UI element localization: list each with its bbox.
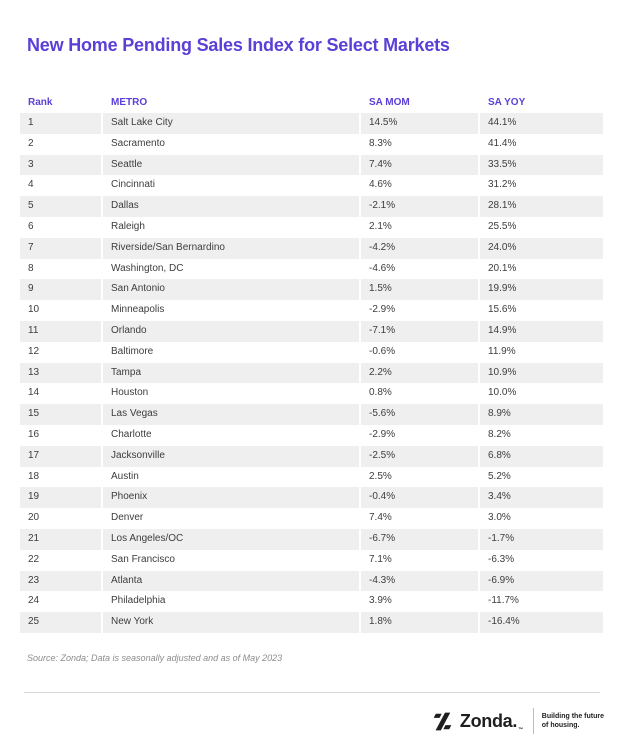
cell-sa-mom: 2.2% [361, 363, 478, 384]
cell-sa-yoy: 41.4% [480, 134, 603, 155]
cell-sa-yoy: -6.3% [480, 550, 603, 571]
cell-metro: Sacramento [103, 134, 359, 155]
cell-sa-yoy: 24.0% [480, 238, 603, 259]
pending-sales-table [20, 92, 604, 633]
cell-metro: Minneapolis [103, 300, 359, 321]
cell-rank: 13 [20, 363, 101, 384]
cell-metro: Salt Lake City [103, 113, 359, 134]
cell-sa-yoy: 28.1% [480, 196, 603, 217]
cell-sa-mom: 1.5% [361, 279, 478, 300]
cell-sa-mom: -2.5% [361, 446, 478, 467]
cell-sa-mom: 8.3% [361, 134, 478, 155]
cell-metro: Denver [103, 508, 359, 529]
cell-sa-mom: 0.8% [361, 383, 478, 404]
cell-metro: Charlotte [103, 425, 359, 446]
cell-rank: 16 [20, 425, 101, 446]
tagline-line-2: of housing. [541, 722, 580, 729]
cell-sa-yoy: 33.5% [480, 155, 603, 176]
cell-sa-mom: 3.9% [361, 591, 478, 612]
cell-metro: Austin [103, 467, 359, 488]
table-row [20, 300, 604, 321]
cell-rank: 3 [20, 155, 101, 176]
cell-sa-mom: -7.1% [361, 321, 478, 342]
cell-sa-yoy: 25.5% [480, 217, 603, 238]
cell-sa-mom: -0.4% [361, 487, 478, 508]
cell-rank: 1 [20, 113, 101, 134]
cell-metro: San Francisco [103, 550, 359, 571]
cell-sa-mom: -2.9% [361, 425, 478, 446]
cell-sa-yoy: 31.2% [480, 175, 603, 196]
cell-rank: 23 [20, 571, 101, 592]
cell-metro: Dallas [103, 196, 359, 217]
zonda-logo [432, 706, 604, 736]
cell-sa-yoy: -1.7% [480, 529, 603, 550]
cell-rank: 18 [20, 467, 101, 488]
tagline-line-1: Building the future [541, 713, 604, 720]
cell-metro: San Antonio [103, 279, 359, 300]
cell-sa-yoy: 8.9% [480, 404, 603, 425]
cell-metro: Raleigh [103, 217, 359, 238]
cell-metro: Atlanta [103, 571, 359, 592]
table-row [20, 238, 604, 259]
cell-metro: Cincinnati [103, 175, 359, 196]
table-row [20, 134, 604, 155]
table-row [20, 508, 604, 529]
cell-sa-mom: -4.2% [361, 238, 478, 259]
cell-rank: 19 [20, 487, 101, 508]
column-header-sa-mom: SA MOM [369, 97, 410, 108]
brand-name [460, 706, 523, 736]
table-header-row [20, 92, 604, 113]
table-row [20, 155, 604, 176]
table-row [20, 113, 604, 134]
table-row [20, 404, 604, 425]
cell-sa-yoy: 10.9% [480, 363, 603, 384]
cell-rank: 21 [20, 529, 101, 550]
zonda-logo-icon [432, 711, 453, 732]
cell-rank: 2 [20, 134, 101, 155]
cell-rank: 22 [20, 550, 101, 571]
table-row [20, 259, 604, 280]
cell-sa-mom: 14.5% [361, 113, 478, 134]
table-row [20, 196, 604, 217]
table-row [20, 279, 604, 300]
cell-sa-mom: -4.6% [361, 259, 478, 280]
cell-sa-yoy: -6.9% [480, 571, 603, 592]
cell-sa-mom: -6.7% [361, 529, 478, 550]
table-row [20, 529, 604, 550]
cell-rank: 11 [20, 321, 101, 342]
table-row [20, 446, 604, 467]
cell-sa-yoy: 15.6% [480, 300, 603, 321]
table-row [20, 321, 604, 342]
cell-metro: Tampa [103, 363, 359, 384]
cell-sa-yoy: 14.9% [480, 321, 603, 342]
footer-divider [24, 692, 600, 693]
cell-metro: Los Angeles/OC [103, 529, 359, 550]
cell-metro: Seattle [103, 155, 359, 176]
cell-rank: 7 [20, 238, 101, 259]
cell-sa-mom: 7.4% [361, 155, 478, 176]
cell-sa-yoy: 11.9% [480, 342, 603, 363]
cell-sa-yoy: -16.4% [480, 612, 603, 633]
cell-metro: Baltimore [103, 342, 359, 363]
cell-rank: 25 [20, 612, 101, 633]
cell-rank: 4 [20, 175, 101, 196]
cell-sa-mom: -2.1% [361, 196, 478, 217]
table-row [20, 425, 604, 446]
cell-sa-yoy: 8.2% [480, 425, 603, 446]
table-body [20, 113, 604, 633]
cell-rank: 5 [20, 196, 101, 217]
brand-wordmark: Zonda. [459, 711, 518, 731]
cell-rank: 9 [20, 279, 101, 300]
cell-sa-yoy: 5.2% [480, 467, 603, 488]
cell-rank: 6 [20, 217, 101, 238]
cell-metro: Philadelphia [103, 591, 359, 612]
cell-sa-yoy: 20.1% [480, 259, 603, 280]
cell-sa-mom: -5.6% [361, 404, 478, 425]
cell-rank: 14 [20, 383, 101, 404]
trademark-symbol: ™ [518, 727, 523, 733]
cell-rank: 17 [20, 446, 101, 467]
cell-sa-mom: 4.6% [361, 175, 478, 196]
cell-metro: Washington, DC [103, 259, 359, 280]
column-header-sa-yoy: SA YOY [488, 97, 526, 108]
cell-sa-yoy: 3.4% [480, 487, 603, 508]
brand-tagline [542, 712, 604, 730]
cell-sa-yoy: 3.0% [480, 508, 603, 529]
cell-metro: New York [103, 612, 359, 633]
cell-sa-mom: 7.1% [361, 550, 478, 571]
cell-sa-yoy: -11.7% [480, 591, 603, 612]
table-row [20, 487, 604, 508]
table-row [20, 612, 604, 633]
table-row [20, 342, 604, 363]
table-row [20, 217, 604, 238]
cell-sa-mom: -4.3% [361, 571, 478, 592]
cell-rank: 15 [20, 404, 101, 425]
cell-rank: 24 [20, 591, 101, 612]
cell-metro: Riverside/San Bernardino [103, 238, 359, 259]
cell-sa-mom: -0.6% [361, 342, 478, 363]
table-row [20, 467, 604, 488]
table-row [20, 591, 604, 612]
cell-sa-yoy: 19.9% [480, 279, 603, 300]
page-title: New Home Pending Sales Index for Select Markets [27, 35, 450, 55]
table-row [20, 363, 604, 384]
cell-sa-mom: -2.9% [361, 300, 478, 321]
column-header-metro: METRO [111, 97, 148, 108]
cell-metro: Jacksonville [103, 446, 359, 467]
cell-sa-mom: 1.8% [361, 612, 478, 633]
cell-rank: 8 [20, 259, 101, 280]
table-row [20, 571, 604, 592]
cell-sa-yoy: 6.8% [480, 446, 603, 467]
logo-vertical-divider [533, 708, 534, 734]
cell-sa-mom: 2.5% [361, 467, 478, 488]
cell-rank: 12 [20, 342, 101, 363]
cell-sa-mom: 7.4% [361, 508, 478, 529]
cell-rank: 20 [20, 508, 101, 529]
column-header-rank: Rank [28, 97, 53, 108]
cell-metro: Houston [103, 383, 359, 404]
cell-metro: Orlando [103, 321, 359, 342]
cell-sa-yoy: 44.1% [480, 113, 603, 134]
cell-sa-mom: 2.1% [361, 217, 478, 238]
table-row [20, 175, 604, 196]
table-row [20, 383, 604, 404]
source-note: Source: Zonda; Data is seasonally adjusted and as of May 2023 [27, 653, 283, 663]
table-row [20, 550, 604, 571]
cell-rank: 10 [20, 300, 101, 321]
cell-sa-yoy: 10.0% [480, 383, 603, 404]
cell-metro: Phoenix [103, 487, 359, 508]
cell-metro: Las Vegas [103, 404, 359, 425]
